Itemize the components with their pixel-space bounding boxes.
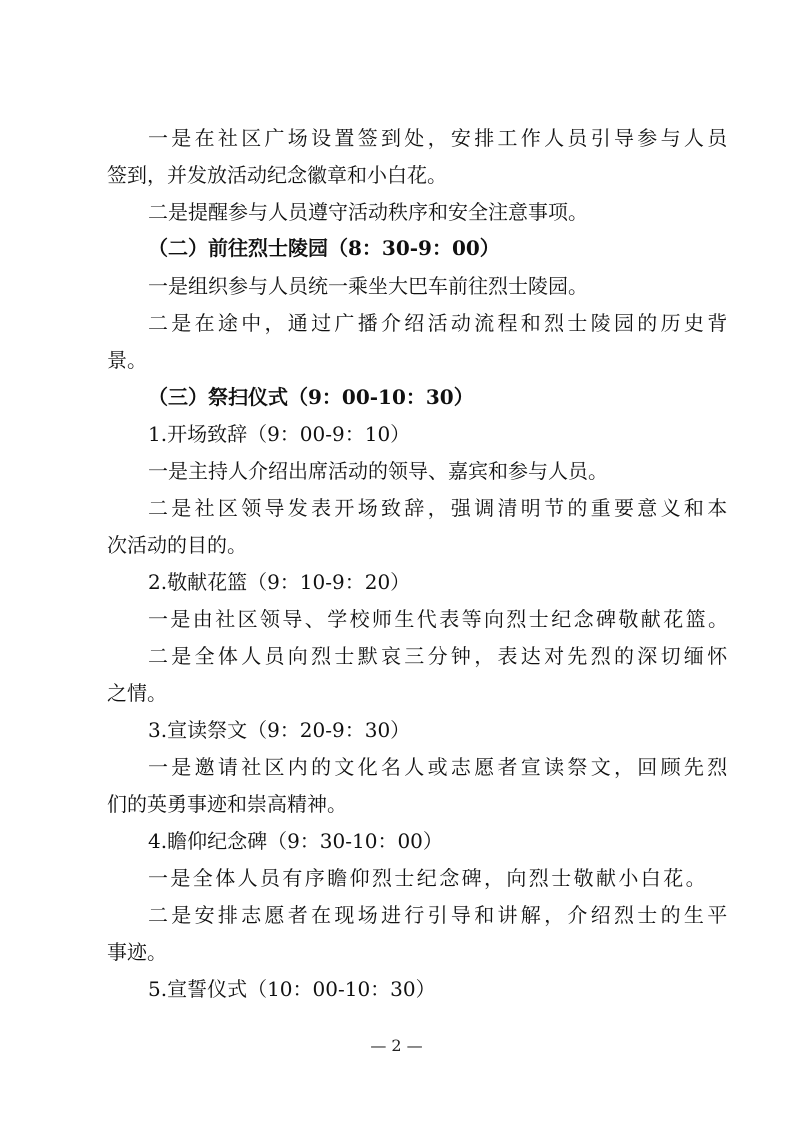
paragraph-line: 之情。 [107,681,167,705]
paragraph-line: 二是安排志愿者在现场进行引导和讲解，介绍烈士的生平 [148,903,731,927]
paragraph-line: 二是提醒参与人员遵守活动秩序和安全注意事项。 [148,200,588,224]
paragraph-line: 二是全体人员向烈士默哀三分钟，表达对先烈的深切缅怀 [148,644,731,668]
page-number: — 2 — [370,1036,423,1055]
subsection-heading: 1.开场致辞（9：00-9：10） [148,422,411,446]
subsection-heading: 3.宣读祭文（9：20-9：30） [148,718,411,742]
paragraph-line: 一是主持人介绍出席活动的领导、嘉宾和参与人员。 [148,459,608,483]
paragraph-line: 签到，并发放活动纪念徽章和小白花。 [107,163,447,187]
paragraph-line: 一是全体人员有序瞻仰烈士纪念碑，向烈士敬献小白花。 [148,866,708,890]
paragraph-line: 一是在社区广场设置签到处，安排工作人员引导参与人员 [148,126,731,150]
subsection-heading: 5.宣誓仪式（10：00-10：30） [148,977,436,1001]
paragraph-line: 事迹。 [107,940,167,964]
paragraph-line: 一是邀请社区内的文化名人或志愿者宣读祭文，回顾先烈 [148,755,731,779]
paragraph-line: 次活动的目的。 [107,533,247,557]
paragraph-line: 景。 [107,348,147,372]
paragraph-line: 二是在途中，通过广播介绍活动流程和烈士陵园的历史背 [148,311,731,335]
subsection-heading: 4.瞻仰纪念碑（9：30-10：00） [148,829,443,853]
paragraph-line: 一是由社区领导、学校师生代表等向烈士纪念碑敬献花篮。 [148,607,731,631]
paragraph-line: 二是社区领导发表开场致辞，强调清明节的重要意义和本 [148,496,731,520]
subsection-heading: 2.敬献花篮（9：10-9：20） [148,570,411,594]
paragraph-line: 们的英勇事迹和崇高精神。 [107,792,347,816]
paragraph-line: 一是组织参与人员统一乘坐大巴车前往烈士陵园。 [148,274,588,298]
section-heading: （二）前往烈士陵园（8：30-9：00） [148,236,500,260]
section-heading: （三）祭扫仪式（9：00-10：30） [148,385,474,409]
